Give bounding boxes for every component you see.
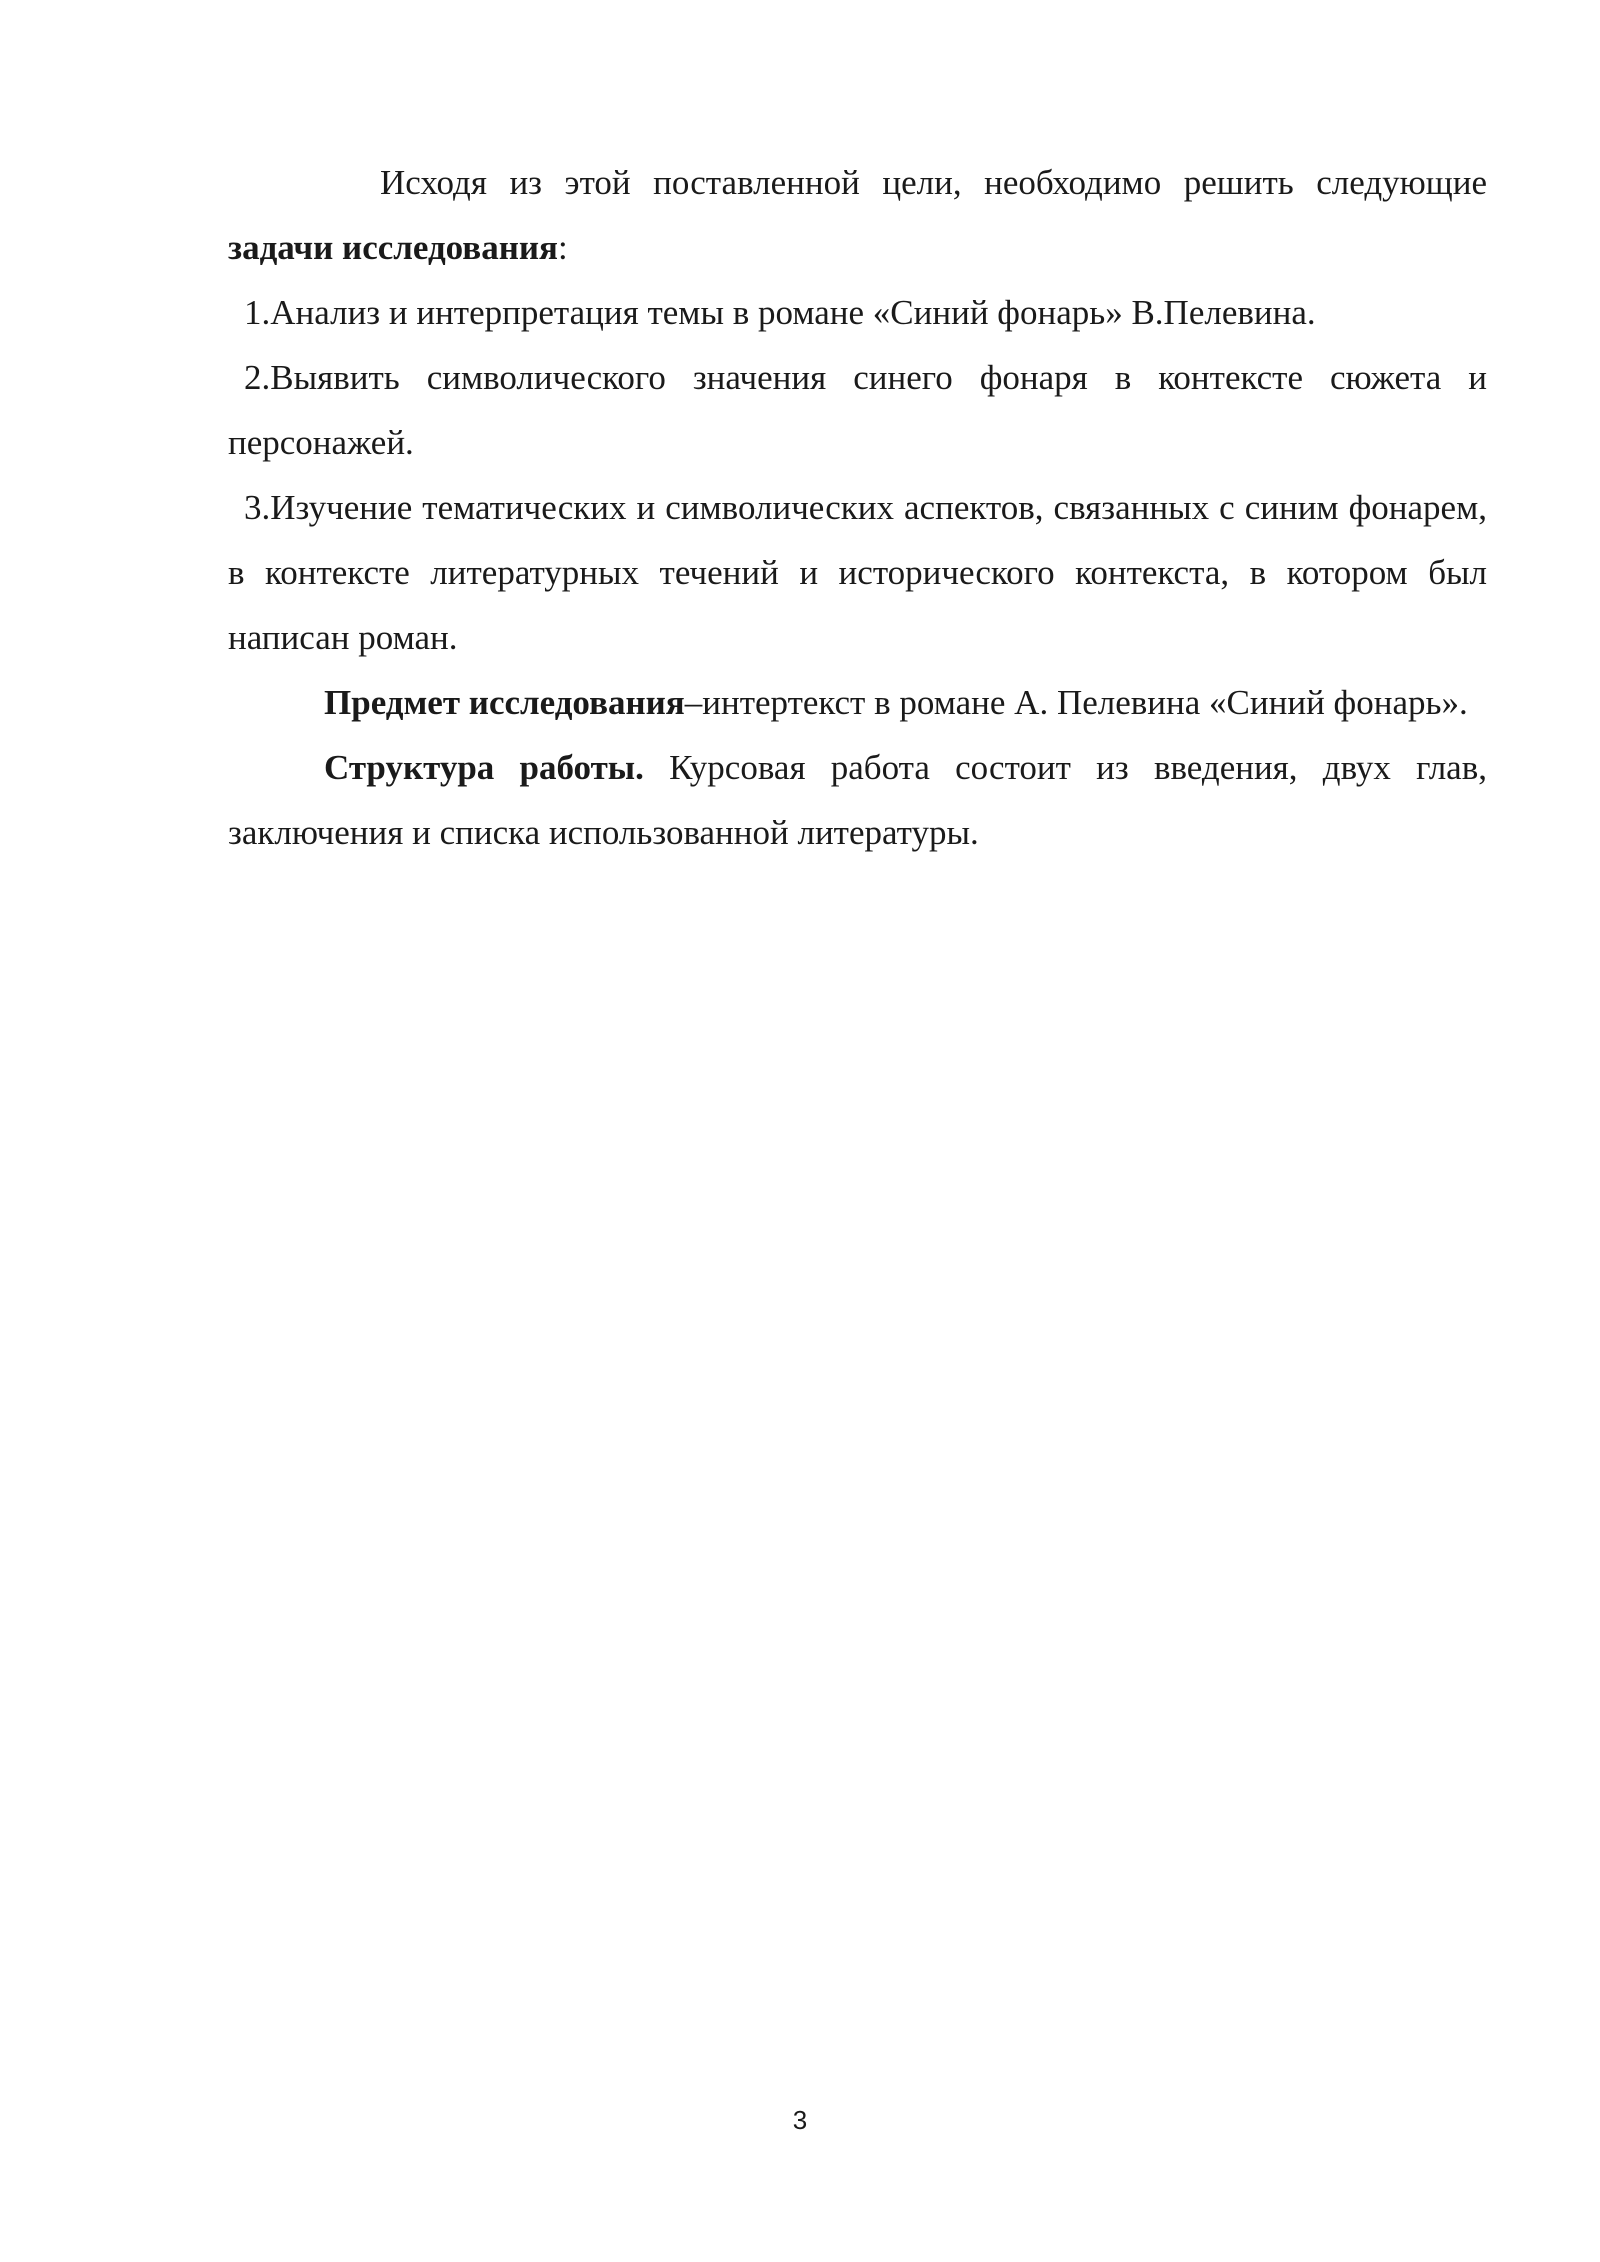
task-text: Изучение тематических и символических аспектов, связанных с синим фонарем, в контексте литературных течений и исторического контекста, в котором был написан роман. bbox=[228, 488, 1487, 657]
subject-text: –интертекст в романе А. Пелевина «Синий фонарь». bbox=[684, 683, 1468, 722]
page-number: 3 bbox=[792, 2105, 808, 2135]
task-item-1 bbox=[228, 280, 1487, 345]
intro-paragraph bbox=[228, 150, 1487, 280]
subject-heading: Предмет исследования bbox=[324, 683, 685, 722]
structure-text: Курсовая работа состоит из введения, двух глав, заключения и списка использованной литературы. bbox=[228, 748, 1487, 852]
task-item-3 bbox=[228, 475, 1487, 670]
task-text: Анализ и интерпретация темы в романе «Синий фонарь» В.Пелевина. bbox=[270, 293, 1316, 332]
structure-heading: Структура работы. bbox=[324, 748, 644, 787]
intro-colon: : bbox=[557, 228, 568, 267]
subject-paragraph bbox=[228, 670, 1487, 735]
intro-text: Исходя из этой поставленной цели, необходимо решить следующие bbox=[380, 163, 1487, 202]
task-text: Выявить символического значения синего фонаря в контексте сюжета и персонажей. bbox=[228, 358, 1487, 462]
task-number: 3. bbox=[244, 488, 271, 527]
task-number: 1. bbox=[244, 293, 271, 332]
structure-paragraph bbox=[228, 735, 1487, 865]
document-body bbox=[228, 150, 1487, 865]
task-number: 2. bbox=[244, 358, 271, 397]
research-tasks-heading: задачи исследования bbox=[228, 228, 558, 267]
task-item-2 bbox=[228, 345, 1487, 475]
